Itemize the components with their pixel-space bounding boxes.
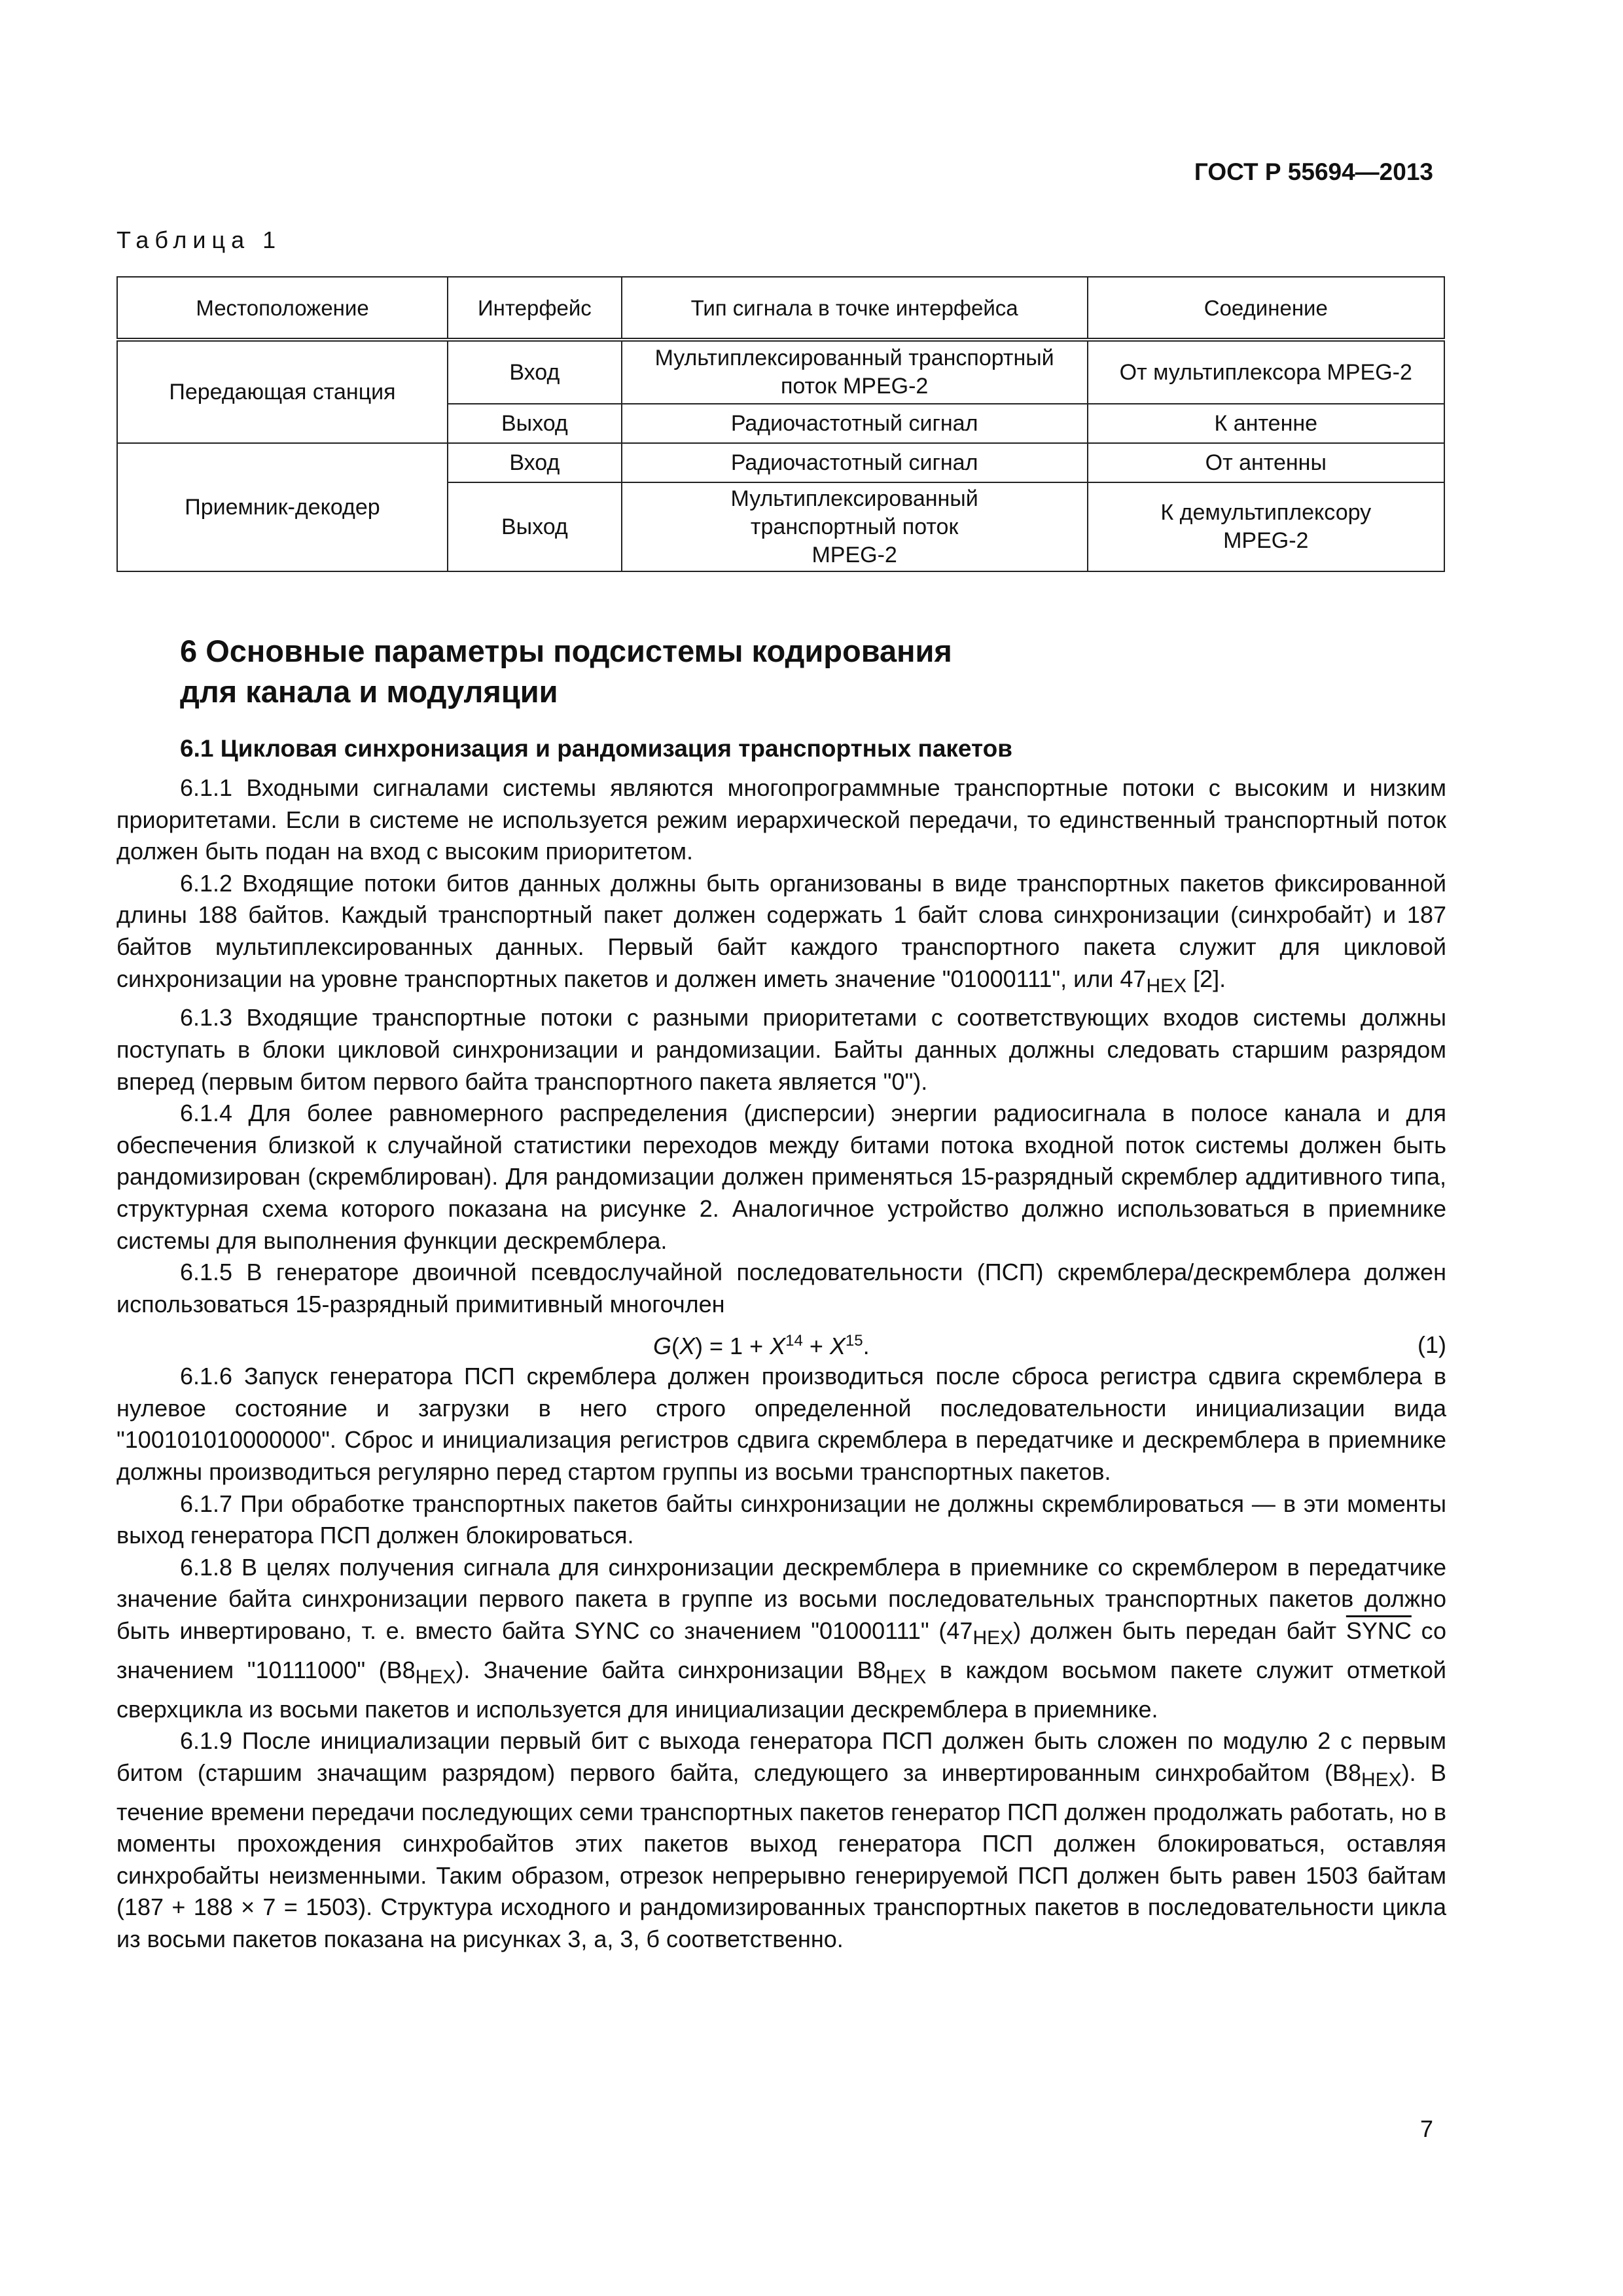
column-header: Интерфейс <box>448 277 622 340</box>
paragraph-6-1-4: 6.1.4 Для более равномерного распределения (дисперсии) энергии радиосигнала в полосе канала и для обеспечения близкой к случайной статистики переходов между битами потока входной поток системы должен быть рандомизирован (скремблирован). Для рандомизации должен применяться 15-разрядный скремблер аддитивного типа, структурная схема которого показана на рисунке 2. Аналогичное устройство должно использоваться в приемнике системы для выполнения функции дескремблера. <box>116 1100 1446 1254</box>
signal-cell: Радиочастотный сигнал <box>622 404 1088 443</box>
connection-cell: К антенне <box>1088 404 1444 443</box>
location-cell: Передающая станция <box>117 340 448 443</box>
column-header: Соединение <box>1088 277 1444 340</box>
interface-cell: Вход <box>448 340 622 404</box>
connection-cell: От антенны <box>1088 443 1444 482</box>
formula-expression: $G(X) = 1 + X^{14} + X^{15}$. <box>653 1332 870 1360</box>
formula-number: (1) <box>1418 1331 1446 1359</box>
section-title-line: для канала и модуляции <box>180 674 558 709</box>
connection-cell: К демультиплексору MPEG-2 <box>1088 482 1444 571</box>
sync-overline: SYNC <box>1346 1617 1412 1645</box>
table-caption: Таблица 1 <box>116 226 282 253</box>
paragraph-6-1-7: 6.1.7 При обработке транспортных пакетов байты синхронизации не должны скремблироваться — в эти моменты выход генератора ПСП должен блокироваться. <box>116 1490 1446 1549</box>
column-header: Местоположение <box>117 277 448 340</box>
subsection-title: 6.1 Цикловая синхронизация и рандомизация транспортных пакетов <box>180 735 1013 762</box>
location-cell: Приемник-декодер <box>117 443 448 571</box>
subscript: HEX <box>1146 975 1187 997</box>
signal-cell: Мультиплексированный транспортный поток MPEG-2 <box>622 340 1088 404</box>
paragraph-6-1-5: 6.1.5 В генераторе двоичной псевдослучайной последовательности (ПСП) скремблера/дескремблера должен использоваться 15-разрядный примитивный многочлен <box>116 1259 1446 1318</box>
section-title <box>180 631 952 712</box>
paragraph-6-1-6: 6.1.6 Запуск генератора ПСП скремблера должен производиться после сброса регистра сдвига скремблера в нулевое состояние и загрузки в него строго определенной последовательности инициализации вида "100101010000000". Сброс и инициализация регистров сдвига скремблера в передатчике и дескремблера в приемнике должны производиться регулярно перед стартом группы из восьми транспортных пакетов. <box>116 1363 1446 1486</box>
column-header: Тип сигнала в точке интерфейса <box>622 277 1088 340</box>
paragraph-6-1-2 <box>116 868 1446 1003</box>
connection-cell: От мультиплексора MPEG-2 <box>1088 340 1444 404</box>
signal-cell: Мультиплексированный транспортный поток MPEG-2 <box>622 482 1088 571</box>
signal-cell: Радиочастотный сигнал <box>622 443 1088 482</box>
paragraph-6-1-9: 6.1.9 После инициализации первый бит с выхода генератора ПСП должен быть сложен по модулю 2 с первым битом (старшим значащим разрядом) первого байта, следующего за инвертированным синхробайтом $(B8_{HEX})$. В течение времени передачи последующих семи транспортных пакетов генератор ПСП должен продолжать работать, но в моменты прохождения синхробайтов этих пакетов выход генератора ПСП должен блокироваться, оставляя синхробайты неизменными. Таким образом, отрезок непрерывно генерируемой ПСП должен быть равен 1503 байтам (187 + 188 × 7 = 1503). Структура исходного и рандомизированных транспортных пакетов в последовательности цикла из восьми пакетов показана на рисунках 3, а, 3, б соответственно. <box>116 1727 1446 1952</box>
table-row <box>117 443 1444 482</box>
paragraph-text: [2]. <box>1186 965 1226 992</box>
interface-table <box>116 276 1445 572</box>
interface-cell: Вход <box>448 443 622 482</box>
paragraph-text: 6.1.2 Входящие потоки битов данных должны быть организованы в виде транспортных пакетов фиксированной длины 188 байтов. Каждый транспортный пакет должен содержать 1 байт слова синхронизации (синхробайт) и 187 байтов мультиплексированных данных. Первый байт каждого транспортного пакета служит для цикловой синхронизации на уровне транспортных пакетов и должен иметь значение "01000111", или 47 <box>116 869 1446 992</box>
document-code: ГОСТ Р 55694—2013 <box>1194 158 1433 185</box>
paragraph-6-1-1: 6.1.1 Входными сигналами системы являются многопрограммные транспортные потоки с высоким и низким приоритетами. Если в системе не используется режим иерархической передачи, то единственный транспортный поток должен быть подан на вход с высоким приоритетом. <box>116 774 1446 865</box>
paragraph-6-1-3: 6.1.3 Входящие транспортные потоки с разными приоритетами с соответствующих входов системы должны поступать в блоки цикловой синхронизации и рандомизации. Байты данных должны следовать старшим разрядом вперед (первым битом первого байта транспортного пакета является "0"). <box>116 1004 1446 1095</box>
page-number: 7 <box>1419 2115 1433 2142</box>
table-row <box>117 340 1444 404</box>
paragraph-6-1-8: 6.1.8 В целях получения сигнала для синхронизации дескремблера в приемнике со скремблером в передатчике значение байта синхронизации первого пакета в группе из восьми последовательных транспортных пакетов должно быть инвертировано, т. е. вместо байта SYNC со значением "01000111" $(47_{HEX})$ должен быть передан байт SYNC со значением "10111000" $(B8_{HEX})$. Значение байта синхронизации $B8_{HEX}$ в каждом восьмом пакете служит отметкой сверхцикла из восьми пакетов и используется для инициализации дескремблера в приемнике. <box>116 1553 1446 1723</box>
interface-cell: Выход <box>448 404 622 443</box>
body-text <box>116 772 1446 1956</box>
table-header-row <box>117 277 1444 340</box>
interface-cell: Выход <box>448 482 622 571</box>
formula <box>116 1325 1446 1358</box>
section-title-line: 6 Основные параметры подсистемы кодирования <box>180 634 952 668</box>
